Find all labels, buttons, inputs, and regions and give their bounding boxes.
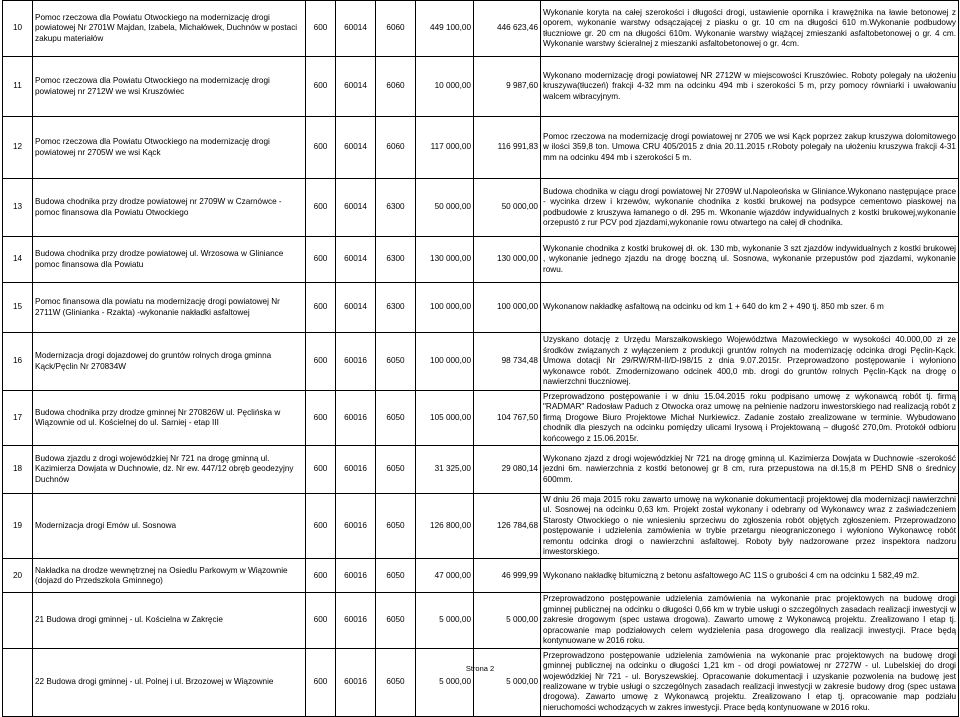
table-row	[3, 333, 959, 391]
expenditure-table	[2, 0, 959, 717]
table-row	[3, 283, 959, 333]
task-name: Budowa chodnika przy drodze gminnej Nr 270826W ul. Pęclińska w Wiązownie od ul. Kościelnej do ul. Sarniej - etap III	[33, 391, 306, 446]
dzial-code: 600	[306, 446, 336, 494]
execution-description: Budowa chodnika w ciągu drogi powiatowej Nr 2709W ul.Napoleońska w Gliniance.Wykonano następujące prace - wycinka drzew i krzewów, wykonanie chodnika z kostki brukowej na podsypce cementowo piaskowej na podbudowie z kruszywa łamanego o dł. 295 m. Wkonanie wjazdów indywidualnych z kostki brukowej,wykonanie orzepustó z rur PCV pod zjazdami,wykonanie rowu otwartego na całej dł chodnika.	[541, 179, 959, 237]
row-number: 13	[3, 179, 33, 237]
executed-amount: 5 000,00	[474, 648, 541, 716]
dzial-code: 600	[306, 391, 336, 446]
page-number: Strona 2	[465, 664, 495, 673]
task-name: Pomoc rzeczowa dla Powiatu Otwockiego na modernizację drogi powiatowej Nr 2701W Majdan, Izabela, Michałówek, Duchnów w postaci zakupu materiałów	[33, 1, 306, 57]
execution-description: Przeprowadzono postępowanie udzielenia zamówienia na wykonanie prac projektowych na budowę drogi gminnej publicznej na odcinku o długości 0,66 km w trybie usługi o szczególnych zasadach realizacji inwestycji w zakresie drogowym (spec ustawa drogowa). Zawarto umowę z Wykonawcą projektu. Zrealizowano I etap tj. opracowanie map podziałowych celem wydzielenia pasa drogowego dla realizacji inwestycji. Prace będą kontynuowane w 2016 roku.	[541, 593, 959, 648]
dzial-code: 600	[306, 559, 336, 593]
planned-amount: 50 000,00	[416, 179, 474, 237]
planned-amount: 47 000,00	[416, 559, 474, 593]
execution-description: W dniu 26 maja 2015 roku zawarto umowę na wykonanie dokumentacji projektowej dla modernizacji nawierzchni ul. Sosnowej na odcinku 0,63 km. Projekt został wykonany i odebrany od Wykonawcy wraz z zaświadczeniem Starosty Otwockiego o nie wniesieniu sprzeciwu do zgłoszenia robót objętych zgłoszeniem. Przeprowadzono postępowanie i udzielenia zamówienia w trybie przetargu nieograniczonego i wyłoniono Wykonawcę robót remontu odcinka drogi o nawierzchni asfaltowej. Roboty były nadzorowane przez inspektora nadzoru inwestorskiego.	[541, 494, 959, 559]
paragraf-code: 6050	[376, 593, 416, 648]
executed-amount: 29 080,14	[474, 446, 541, 494]
planned-amount: 126 800,00	[416, 494, 474, 559]
rozdzial-code: 60014	[336, 283, 376, 333]
table-row	[3, 1, 959, 57]
paragraf-code: 6060	[376, 57, 416, 117]
executed-amount: 50 000,00	[474, 179, 541, 237]
executed-amount: 9 987,60	[474, 57, 541, 117]
executed-amount: 46 999,99	[474, 559, 541, 593]
rozdzial-code: 60014	[336, 57, 376, 117]
paragraf-code: 6050	[376, 333, 416, 391]
paragraf-code: 6050	[376, 494, 416, 559]
executed-amount: 5 000,00	[474, 593, 541, 648]
table-row	[3, 57, 959, 117]
execution-description: Przeprowadzono postępowanie i w dniu 15.04.2015 roku podpisano umowę z wykonawcą robót tj. firmą "RADMAR" Radosław Paduch z Otwocka oraz umowę na pełnienie nadzoru inwestorskiego nad realizacją robót z firmą Drogowe Biuro Projektowe Michał Nurkiewicz. Zadanie zostało zrealizowane w terminie. Wybudowano chodnik dla pieszych na odcinku pomiędzy ulicami Irysową i Projektowaną – długość 270,0m. Protokół odbioru końcowego z 15.06.2015r.	[541, 391, 959, 446]
paragraf-code: 6050	[376, 559, 416, 593]
task-name: Nakładka na drodze wewnętrznej na Osiedlu Parkowym w Wiązownie (dojazd do Przedszkola Gminnego)	[33, 559, 306, 593]
rozdzial-code: 60016	[336, 648, 376, 716]
dzial-code: 600	[306, 283, 336, 333]
execution-description: Pomoc rzeczowa na modernizację drogi powiatowej nr 2705 we wsi Kąck poprzez zakup kruszywa dolomitowego w ilości 359,8 ton. Umowa CRU 405/2015 z dnia 20.11.2015 r.Roboty polegały na ułożeniu kruszywa frakcji 4-31 mm na odcinku 494 mb i szerokości 5 m.	[541, 117, 959, 179]
executed-amount: 126 784,68	[474, 494, 541, 559]
planned-amount: 31 325,00	[416, 446, 474, 494]
planned-amount: 130 000,00	[416, 237, 474, 283]
row-number: 14	[3, 237, 33, 283]
rozdzial-code: 60016	[336, 333, 376, 391]
planned-amount: 117 000,00	[416, 117, 474, 179]
rozdzial-code: 60014	[336, 237, 376, 283]
planned-amount: 10 000,00	[416, 57, 474, 117]
execution-description: Wykonanie koryta na całej szerokości i długości drogi, ustawienie opornika i krawężnika na ławie betonowej z oporem, wykonanie warstwy odsączającej z piasku o gr. 10 cm na długości 610 m.Wykonanie podbudowy tłuczniowe gr. 20 cm na długości 610m. Wykonanie warstwy wiążącej zmieszanki asfaltobetonowej o gr. 4 cm. Wykonanie warstwy ścieralnej z mieszanki asfaltobetonowej o gr. 4cm.	[541, 1, 959, 57]
task-name: Modernizacja drogi Emów ul. Sosnowa	[33, 494, 306, 559]
task-name: 22 Budowa drogi gminnej - ul. Polnej i ul. Brzozowej w Wiązownie	[33, 648, 306, 716]
rozdzial-code: 60014	[336, 1, 376, 57]
paragraf-code: 6300	[376, 237, 416, 283]
execution-description: Wykonano nakładkę bitumiczną z betonu asfaltowego AC 11S o grubości 4 cm na odcinku 1 582,49 m2.	[541, 559, 959, 593]
dzial-code: 600	[306, 57, 336, 117]
dzial-code: 600	[306, 1, 336, 57]
paragraf-code: 6050	[376, 446, 416, 494]
dzial-code: 600	[306, 648, 336, 716]
task-name: Pomoc finansowa dla powiatu na modernizację drogi powiatowej Nr 2711W (Glinianka - Rzakta) -wykonanie nakładki asfaltowej	[33, 283, 306, 333]
execution-description: Wykonano zjazd z drogi wojewódzkiej Nr 721 na drogę gminną ul. Kazimierza Dowjata w Duchnowie -szerokość jezdni 6m. nawierzchnia z kostki betonowej gr 8 cm, rura przepustowa na dł.15,8 m PEHD SN8 o średnicy 600mm.	[541, 446, 959, 494]
table-row	[3, 117, 959, 179]
rozdzial-code: 60016	[336, 559, 376, 593]
dzial-code: 600	[306, 179, 336, 237]
paragraf-code: 6060	[376, 117, 416, 179]
rozdzial-code: 60016	[336, 391, 376, 446]
row-number: 10	[3, 1, 33, 57]
table-row	[3, 494, 959, 559]
table-row	[3, 179, 959, 237]
planned-amount: 100 000,00	[416, 333, 474, 391]
executed-amount: 116 991,83	[474, 117, 541, 179]
table-row	[3, 559, 959, 593]
row-number: 17	[3, 391, 33, 446]
task-name: 21 Budowa drogi gminnej - ul. Kościelna w Zakręcie	[33, 593, 306, 648]
planned-amount: 105 000,00	[416, 391, 474, 446]
task-name: Modernizacja drogi dojazdowej do gruntów rolnych droga gminna Kąck/Pęclin Nr 270834W	[33, 333, 306, 391]
paragraf-code: 6060	[376, 1, 416, 57]
task-name: Pomoc rzeczowa dla Powiatu Otwockiego na modernizację drogi powiatowej nr 2705W we wsi Kąck	[33, 117, 306, 179]
row-number: 18	[3, 446, 33, 494]
table-row	[3, 593, 959, 648]
dzial-code: 600	[306, 494, 336, 559]
table-row	[3, 648, 959, 716]
planned-amount: 5 000,00	[416, 593, 474, 648]
executed-amount: 446 623,46	[474, 1, 541, 57]
rozdzial-code: 60016	[336, 593, 376, 648]
rozdzial-code: 60016	[336, 446, 376, 494]
row-number	[3, 648, 33, 716]
row-number: 15	[3, 283, 33, 333]
row-number	[3, 593, 33, 648]
execution-description: Wykonanow nakładkę asfaltową na odcinku od km 1 + 640 do km 2 + 490 tj. 850 mb szer. 6 m	[541, 283, 959, 333]
dzial-code: 600	[306, 593, 336, 648]
task-name: Budowa chodnika przy drodze powiatowej ul. Wrzosowa w Gliniance pomoc finansowa dla Powiatu	[33, 237, 306, 283]
row-number: 11	[3, 57, 33, 117]
row-number: 12	[3, 117, 33, 179]
paragraf-code: 6300	[376, 283, 416, 333]
dzial-code: 600	[306, 333, 336, 391]
executed-amount: 100 000,00	[474, 283, 541, 333]
paragraf-code: 6300	[376, 179, 416, 237]
rozdzial-code: 60014	[336, 117, 376, 179]
row-number: 19	[3, 494, 33, 559]
rozdzial-code: 60014	[336, 179, 376, 237]
row-number: 20	[3, 559, 33, 593]
table-row	[3, 237, 959, 283]
task-name: Budowa chodnika przy drodze powiatowej nr 2709W w Czarnówce - pomoc finansowa dla Powiatu Otwockiego	[33, 179, 306, 237]
planned-amount: 5 000,00	[416, 648, 474, 716]
execution-description: Wykonanie chodnika z kostki brukowej dł. ok. 130 mb, wykonanie 3 szt zjazdów indywidualnych z kostki brukowej , wykonanie jednego zjazdu na drogę boczną ul. Sosnowa, wykonanie przepustów pod zjazdami, wykonanie rowu.	[541, 237, 959, 283]
executed-amount: 104 767,50	[474, 391, 541, 446]
rozdzial-code: 60016	[336, 494, 376, 559]
execution-description: Przeprowadzono postępowanie udzielenia zamówienia na wykonanie prac projektowych na budowę drogi gminnej publicznej na odcinku o długości 1,21 km - od drogi powiatowej nr 2727W - ul. Lubelskiej do drogi wojewódzkiej Nr 721 - ul. Boryszewskiej. Opracowanie dokumentacji i uzyskanie pozwolenia na budowę jest realizowane w trybie usługi o szczególnych zasadach realizacji inwestycji w zakresie budowy drog (spec ustawa drogowa). Zawarto umowę z Wykonawcą projektu. Zrealizowano I etap tj. opracowanie map podziału nieruchomości wchodzących w zakres inwestycji. Prace będą kontynuowane w 2016 roku.	[541, 648, 959, 716]
dzial-code: 600	[306, 117, 336, 179]
executed-amount: 130 000,00	[474, 237, 541, 283]
dzial-code: 600	[306, 237, 336, 283]
executed-amount: 98 734,48	[474, 333, 541, 391]
row-number: 16	[3, 333, 33, 391]
table-row	[3, 446, 959, 494]
paragraf-code: 6050	[376, 648, 416, 716]
task-name: Budowa zjazdu z drogi wojewódzkiej Nr 721 na drogę gminną ul. Kazimierza Dowjata w Duchnowie, dz. Nr ew. 447/12 obręb geodezyjny Duchnów	[33, 446, 306, 494]
planned-amount: 100 000,00	[416, 283, 474, 333]
execution-description: Uzyskano dotację z Urzędu Marszałkowskiego Województwa Mazowieckiego w wysokości 40.000,00 zł ze środków związanych z wyłączeniem z produkcji gruntów rolnych na modernizację odcinka drogi Pęclin-Kąck. Umowa dotacji Nr 29/RW/RM-II/D-I98/15 z dnia 9.07.2015r. Przeprowadzono postępowanie i wyłoniono wykonawce robót. Zmodernizowano odcinek 400,0 mb. drogi do gruntów rolnych Pęclin-Kąck na drogę o nawierzchni tłuczniowej.	[541, 333, 959, 391]
paragraf-code: 6050	[376, 391, 416, 446]
task-name: Pomoc rzeczowa dla Powiatu Otwockiego na modernizację drogi powiatowej nr 2712W we wsi Kruszówiec	[33, 57, 306, 117]
planned-amount: 449 100,00	[416, 1, 474, 57]
table-row	[3, 391, 959, 446]
execution-description: Wykonano modernizację drogi powiatowej NR 2712W w miejscowości Kruszówiec. Roboty polegały na ułożeniu kruszywa(tłuczeń) frakcji 4-32 mm na odcinku 494 mb i szerokości 5 m, przy pomocy równiarki i uwałowaniu walcem wibracyjnym.	[541, 57, 959, 117]
